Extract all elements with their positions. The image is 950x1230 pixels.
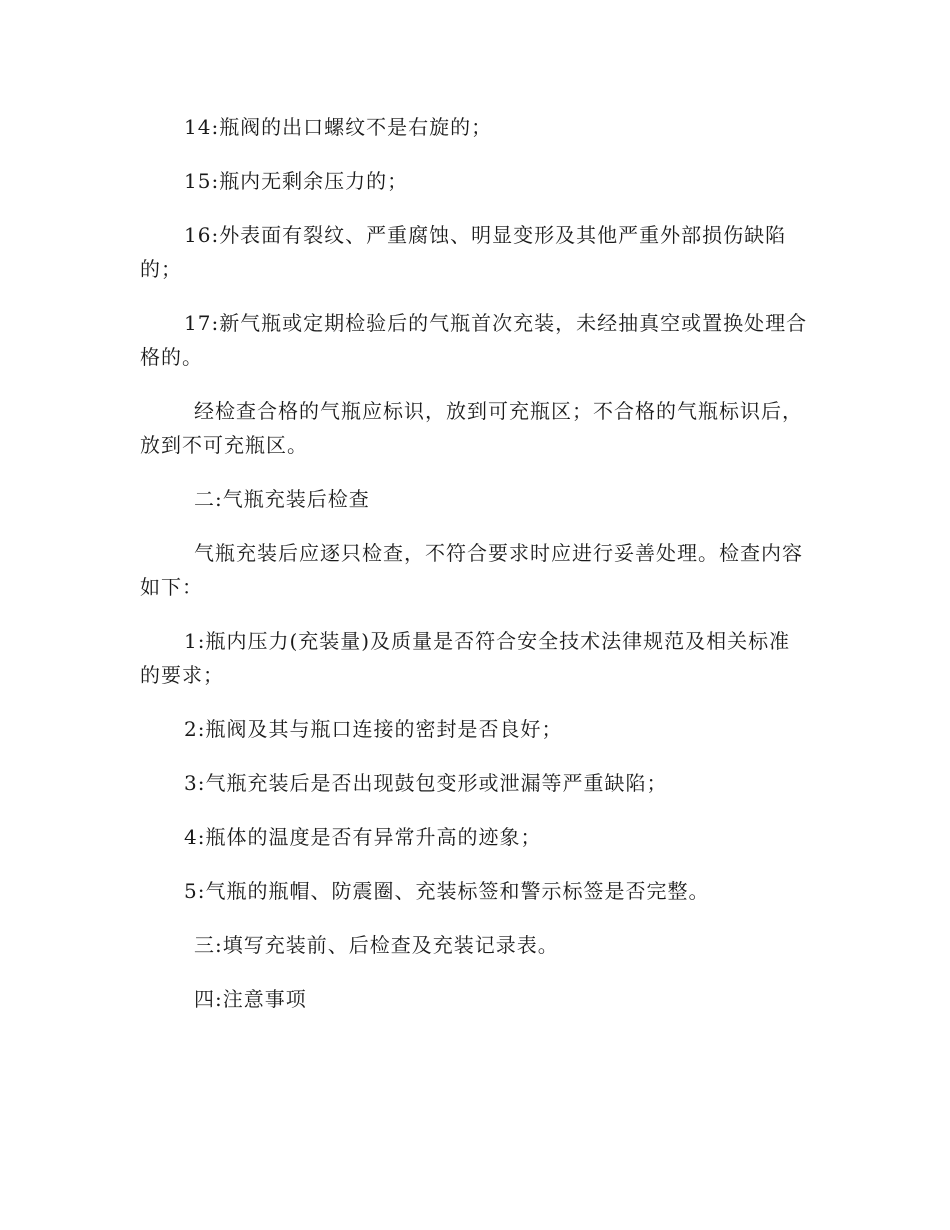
paragraph-item-15: 15:瓶内无剩余压力的； [184,169,409,193]
check-item-5: 5:气瓶的瓶帽、防震圈、充装标签和警示标签是否完整。 [184,879,710,903]
section-heading-3: 三:填写充装前、后检查及充装记录表。 [194,933,559,957]
section-heading-4: 四:注意事项 [194,987,307,1011]
check-item-3: 3:气瓶充装后是否出现鼓包变形或泄漏等严重缺陷； [184,771,668,795]
paragraph-item-17: 17:新气瓶或定期检验后的气瓶首次充装，未经抽真空或置换处理合格的。 [140,311,808,369]
check-item-4: 4:瓶体的温度是否有异常升高的迹象； [184,825,542,849]
section-heading-2: 二:气瓶充装后检查 [194,487,370,511]
paragraph-item-14: 14:瓶阀的出口螺纹不是右旋的； [184,115,493,139]
inspection-result-paragraph: 经检查合格的气瓶应标识，放到可充瓶区；不合格的气瓶标识后，放到不可充瓶区。 [140,399,803,457]
check-item-2: 2:瓶阀及其与瓶口连接的密封是否良好； [184,717,563,741]
paragraph-item-16: 16:外表面有裂纹、严重腐蚀、明显变形及其他严重外部损伤缺陷的； [140,223,787,281]
section-2-intro: 气瓶充装后应逐只检查，不符合要求时应进行妥善处理。检查内容如下： [140,541,803,599]
check-item-1: 1:瓶内压力(充装量)及质量是否符合安全技术法律规范及相关标准的要求； [140,629,791,687]
